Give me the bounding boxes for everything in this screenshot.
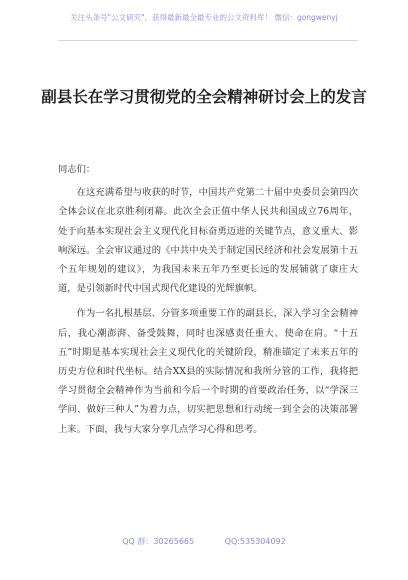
paragraph-1: 在这充满希望与收获的时节，中国共产党第二十届中央委员会第四次全体会议在北京胜利闭幕。此次全会正值中华人民共和国成立76周年，处于向基本实现社会主义现代化目标奋勇迈进的关键节点，意义重大、影响深远。全会审议通过的《中共中央关于制定国民经济和社会发展第十五个五年规划的建议》，为我国未来五年乃至更长远的发展铺就了康庄大道，是引领新时代中国式现代化建设的光辉旗帜。 [58,187,358,295]
footer-qq-number: QQ:535304092 [224,537,286,546]
footer-contact [0,536,408,547]
footer-qq-group: QQ 群：30265665 [122,537,195,546]
document-body [58,160,358,445]
header-divider [58,40,358,41]
paragraph-2: 作为一名扎根基层、分管多项重要工作的副县长，深入学习全会精神后，我心潮澎湃、备受鼓舞，同时也深感责任重大、使命在肩。“十五五”时期是基本实现社会主义现代化的关键阶段，精准锚定了未来五年的历史方位和时代坐标。结合XX县的实际情况和我所分管的工作，我将把学习贯彻全会精神作为当前和今后一个时期的首要政治任务，以“学深三学问、做好三种人”为着力点，切实把思想和行动统一到全会的决策部署上来。下面，我与大家分享几点学习心得和思考。 [58,308,358,435]
document-title: 副县长在学习贯彻党的全会精神研讨会上的发言 [41,88,367,106]
salutation: 同志们： [58,164,96,175]
header-promo-note: 关注头条号"公文研究"，获得最新最全最专业的公文资料库！ 微信：gongwenyj [70,13,338,22]
